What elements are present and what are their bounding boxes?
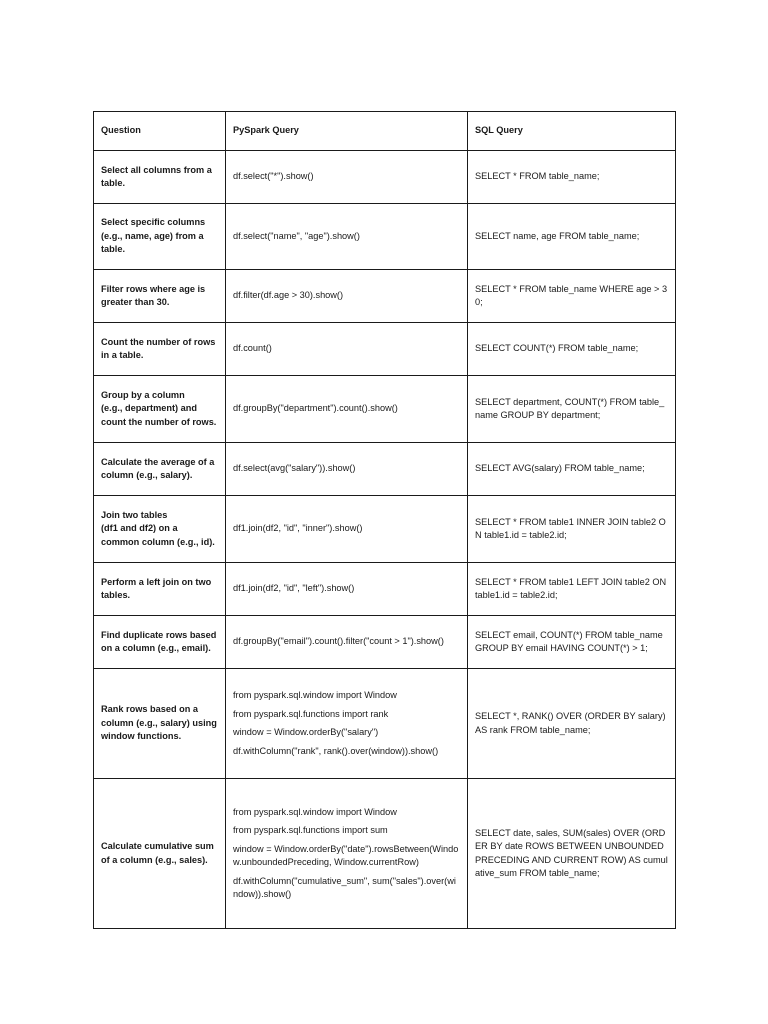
- sql-cell: [468, 443, 676, 496]
- pyspark-cell-line: df1.join(df2, "id", "left").show(): [233, 583, 355, 594]
- sql-cell: [468, 204, 676, 270]
- sql-cell-line: SELECT COUNT(*) FROM table_name;: [475, 343, 639, 354]
- pyspark-cell: [226, 616, 468, 669]
- question-cell: [94, 616, 226, 669]
- question-cell: [94, 443, 226, 496]
- pyspark-cell: [226, 204, 468, 270]
- question-cell-line: Group by a column: [101, 389, 185, 400]
- question-cell: [94, 669, 226, 779]
- question-cell-line: Filter rows where age is greater than 30.: [101, 283, 206, 307]
- document-page: [93, 111, 675, 929]
- pyspark-cell-line: window = Window.orderBy("date").rowsBetween(Window.unboundedPreceding, Window.currentRow): [233, 843, 459, 867]
- pyspark-cell-line: df.groupBy("department").count().show(): [233, 403, 398, 414]
- pyspark-cell-line: from pyspark.sql.functions import sum: [233, 825, 388, 835]
- question-cell-line: Calculate the average of a column (e.g., salary).: [101, 456, 215, 480]
- table-row: [94, 270, 676, 323]
- sql-cell-line: SELECT department, COUNT(*) FROM table_name GROUP BY department;: [475, 396, 665, 420]
- sql-cell: [468, 779, 676, 929]
- question-cell: [94, 563, 226, 616]
- table-row: [94, 204, 676, 270]
- question-cell: [94, 496, 226, 563]
- sql-cell-line: SELECT email, COUNT(*) FROM table_name GROUP BY email HAVING COUNT(*) > 1;: [475, 629, 663, 653]
- sql-cell-line: SELECT name, age FROM table_name;: [475, 230, 640, 241]
- table-row: [94, 496, 676, 563]
- sql-cell-line: SELECT AVG(salary) FROM table_name;: [475, 463, 645, 474]
- table-row: [94, 323, 676, 376]
- sql-cell-line: SELECT *, RANK() OVER (ORDER BY salary) AS rank FROM table_name;: [475, 711, 666, 735]
- question-cell: [94, 323, 226, 376]
- question-cell-line: Count the number of rows in a table.: [101, 336, 216, 360]
- sql-cell: [468, 151, 676, 204]
- question-cell: [94, 376, 226, 443]
- question-cell: [94, 204, 226, 270]
- question-cell-line: (e.g., department) and count the number of rows.: [101, 403, 217, 427]
- sql-cell-line: SELECT * FROM table1 INNER JOIN table2 ON table1.id = table2.id;: [475, 516, 666, 540]
- pyspark-cell-line: df.filter(df.age > 30).show(): [233, 290, 344, 301]
- pyspark-cell: [226, 669, 468, 779]
- question-cell-line: Rank rows based on a column (e.g., salary) using window functions.: [101, 704, 217, 742]
- header-sql: SQL Query: [468, 112, 676, 151]
- pyspark-cell-line: window = Window.orderBy("salary"): [233, 727, 379, 737]
- pyspark-cell-line: df.withColumn("cumulative_sum", sum("sales").over(window)).show(): [233, 875, 456, 899]
- pyspark-cell-line: from pyspark.sql.window import Window: [233, 690, 397, 700]
- pyspark-cell-line: df1.join(df2, "id", "inner").show(): [233, 523, 363, 534]
- question-cell-line: Calculate cumulative sum of a column (e.g., sales).: [101, 841, 214, 865]
- pyspark-cell-line: from pyspark.sql.functions import rank: [233, 708, 389, 719]
- sql-cell: [468, 669, 676, 779]
- pyspark-cell: [226, 376, 468, 443]
- sql-cell: [468, 496, 676, 563]
- comparison-table: [93, 111, 676, 929]
- sql-cell: [468, 563, 676, 616]
- table-row: [94, 443, 676, 496]
- sql-cell-line: SELECT * FROM table_name WHERE age > 30;: [475, 283, 668, 307]
- table-row: [94, 563, 676, 616]
- question-cell-line: (df1 and df2) on a common column (e.g., id).: [101, 523, 215, 547]
- header-question: Question: [94, 112, 226, 151]
- question-cell-line: Perform a left join on two tables.: [101, 576, 212, 600]
- sql-cell: [468, 376, 676, 443]
- pyspark-cell-line: df.groupBy("email").count().filter("count > 1").show(): [233, 636, 444, 647]
- pyspark-cell: [226, 563, 468, 616]
- pyspark-cell: [226, 323, 468, 376]
- pyspark-cell: [226, 443, 468, 496]
- pyspark-cell: [226, 270, 468, 323]
- question-cell-line: Select specific columns (e.g., name, age) from a table.: [101, 217, 206, 255]
- pyspark-cell-line: df.select("name", "age").show(): [233, 230, 360, 241]
- pyspark-cell: [226, 779, 468, 929]
- question-cell: [94, 270, 226, 323]
- question-cell-line: Find duplicate rows based on a column (e.g., email).: [101, 629, 217, 653]
- pyspark-cell: [226, 151, 468, 204]
- question-cell: [94, 779, 226, 929]
- sql-cell: [468, 616, 676, 669]
- pyspark-cell-line: df.select("*").show(): [233, 171, 314, 182]
- question-cell-line: Join two tables: [101, 509, 168, 520]
- header-row: [94, 112, 676, 151]
- pyspark-cell-line: df.select(avg("salary")).show(): [233, 463, 356, 474]
- pyspark-cell: [226, 496, 468, 563]
- sql-cell-line: SELECT date, sales, SUM(sales) OVER (ORDER BY date ROWS BETWEEN UNBOUNDED PRECEDING AND CURRENT ROW) AS cumulative_sum FROM table_name;: [475, 827, 668, 878]
- sql-cell-line: SELECT * FROM table_name;: [475, 171, 600, 182]
- table-row: [94, 779, 676, 929]
- table-row: [94, 616, 676, 669]
- pyspark-cell-line: df.withColumn("rank", rank().over(window)).show(): [233, 745, 439, 756]
- header-pyspark: PySpark Query: [226, 112, 468, 151]
- sql-cell: [468, 323, 676, 376]
- table-row: [94, 376, 676, 443]
- pyspark-cell-line: from pyspark.sql.window import Window: [233, 806, 397, 817]
- sql-cell: [468, 270, 676, 323]
- question-cell: [94, 151, 226, 204]
- table-row: [94, 669, 676, 779]
- table-row: [94, 151, 676, 204]
- question-cell-line: Select all columns from a table.: [101, 164, 212, 188]
- sql-cell-line: SELECT * FROM table1 LEFT JOIN table2 ON table1.id = table2.id;: [475, 576, 667, 600]
- pyspark-cell-line: df.count(): [233, 343, 272, 354]
